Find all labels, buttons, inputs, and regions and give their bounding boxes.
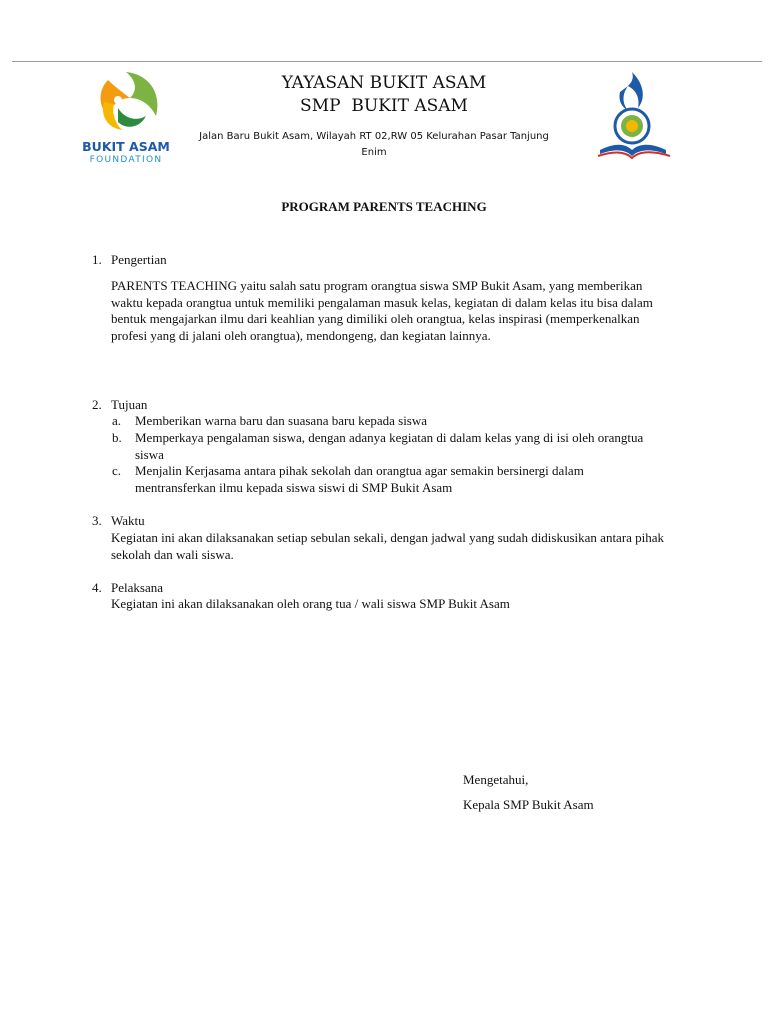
- section-2-number: 2.: [92, 397, 102, 412]
- logo-text-secondary: FOUNDATION: [89, 155, 163, 165]
- section-3-number: 3.: [92, 513, 102, 528]
- signature-position: Kepala SMP Bukit Asam: [463, 797, 594, 812]
- signature-acknowledged: Mengetahui,: [463, 772, 529, 787]
- section-3-heading: Waktu: [111, 513, 145, 528]
- foundation-name: YAYASAN BUKIT ASAM: [281, 73, 487, 93]
- list-item-letter: c.: [112, 463, 122, 478]
- header-divider: [12, 61, 762, 62]
- section-4-paragraph: Kegiatan ini akan dilaksanakan oleh orang tua / wali siswa SMP Bukit Asam: [111, 596, 510, 611]
- section-1-number: 1.: [92, 252, 102, 267]
- section-3-paragraph: Kegiatan ini akan dilaksanakan setiap sebulan sekali, dengan jadwal yang sudah didiskusikan antara pihak sekolah dan wali siswa.: [111, 530, 665, 562]
- list-item-letter: b.: [112, 430, 122, 445]
- section-4-number: 4.: [92, 580, 102, 595]
- list-item-text: Memperkaya pengalaman siswa, dengan adanya kegiatan di dalam kelas yang di isi oleh orangtua siswa: [135, 430, 644, 462]
- logo-text-primary: BUKIT ASAM: [82, 139, 170, 154]
- section-4-heading: Pelaksana: [111, 580, 163, 595]
- section-1-paragraph: PARENTS TEACHING yaitu salah satu program orangtua siswa SMP Bukit Asam, yang memberikan waktu kepada orangtua untuk memiliki pengalaman masuk kelas, kegiatan di dalam kelas itu bisa dalam bentuk mengajarkan ilmu dari keahlian yang dimiliki oleh orangtua, kelas inspirasi (memperkenalkan profesi yang di jalani oleh orangtua), mendongeng, dan kegiatan lainnya.: [111, 278, 653, 343]
- document-title: PROGRAM PARENTS TEACHING: [281, 199, 487, 214]
- smp-bukit-asam-logo: [592, 70, 674, 162]
- section-1-heading: Pengertian: [111, 252, 167, 267]
- list-item-letter: a.: [112, 413, 122, 428]
- school-name: SMP BUKIT ASAM: [300, 96, 468, 116]
- section-2-heading: Tujuan: [111, 397, 148, 412]
- school-address: Jalan Baru Bukit Asam, Wilayah RT 02,RW 05 Kelurahan Pasar Tanjung Enim: [199, 131, 549, 158]
- list-item-text: Memberikan warna baru dan suasana baru kepada siswa: [135, 413, 428, 428]
- list-item-text: Menjalin Kerjasama antara pihak sekolah dan orangtua agar semakin bersinergi dalam mentransferkan ilmu kepada siswa siswi di SMP Bukit Asam: [135, 463, 584, 495]
